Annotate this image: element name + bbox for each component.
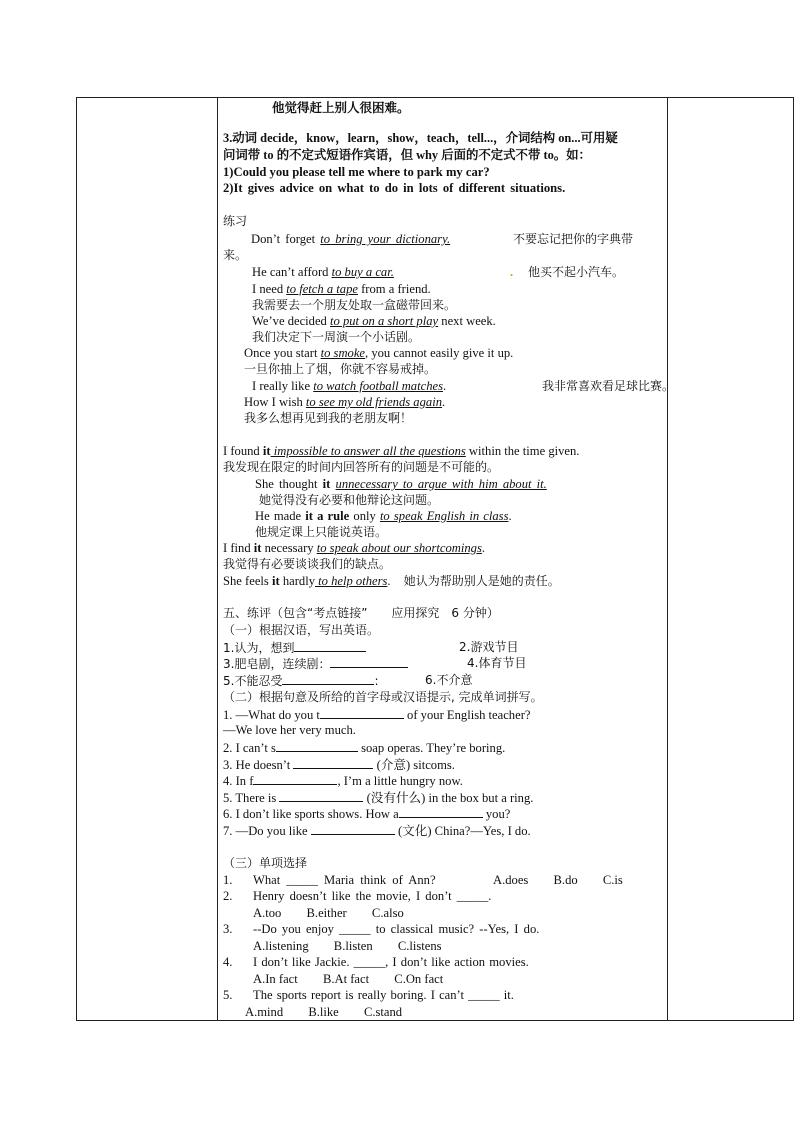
part3-q1 [223, 873, 623, 888]
practice-translation-3: 我需要去一个朋友处取一盒磁带回来。 [252, 298, 457, 312]
sentence-text: I really like [252, 379, 314, 393]
question-text: (没有什么) in the box but a ring. [363, 791, 534, 805]
practice-sentence-1 [251, 232, 634, 247]
question-text: , I’m a little hungry now. [337, 774, 463, 788]
translation: 他买不起小汽车。 [528, 265, 625, 279]
it-sentence-1 [223, 444, 579, 459]
sentence-text: next week. [438, 314, 496, 328]
question-text: soap operas. They’re boring. [357, 741, 506, 755]
question-text: (介意) sitcoms. [373, 758, 455, 772]
practice-sentence-4 [252, 314, 496, 329]
keyword-it: it [271, 574, 280, 588]
answer-blank[interactable] [282, 673, 374, 685]
item-label: 4.体育节目 [467, 656, 527, 670]
sentence-text: from a friend. [357, 282, 431, 296]
part1-row3 [223, 673, 473, 689]
part1-title: （一）根据汉语，写出英语。 [223, 623, 380, 637]
rule-3-example1: 1)Could you please tell me where to park my car? [223, 165, 490, 179]
answer-blank[interactable] [293, 757, 373, 769]
keyword-it: it [262, 444, 271, 458]
answer-underlined: to help others [315, 574, 388, 588]
it-sentence-5 [223, 574, 560, 589]
sentence-text: I found [223, 444, 263, 458]
part3-q2-options: A.too B.either C.also [253, 906, 404, 920]
answer-blank[interactable] [276, 740, 358, 752]
sentence-text: . [442, 379, 447, 393]
answer-underlined: impossible to answer all the questions [270, 444, 466, 458]
sentence-text: I need [252, 282, 287, 296]
mark: . [510, 265, 514, 279]
part3-title: （三）单项选择 [223, 856, 308, 870]
answer-underlined: to watch football matches [313, 379, 443, 393]
sentence-text: . [481, 541, 486, 555]
part2-q2 [223, 740, 505, 756]
translation: 不要忘记把你的字典带 [513, 232, 634, 246]
question-text: you? [482, 807, 511, 821]
part3-q4 [223, 955, 529, 970]
practice-sentence-5 [244, 346, 513, 361]
it-translation-4: 我觉得有必要谈谈我们的缺点。 [223, 557, 392, 571]
answer-blank[interactable] [330, 656, 408, 668]
part3-q3 [223, 922, 540, 937]
question-text: 5. There is [223, 791, 280, 805]
translation: 我非常喜欢看足球比赛。 [542, 379, 675, 393]
answer-underlined: to bring your dictionary. [320, 232, 451, 246]
exercise-heading: 五、练评（包含“考点链接” 应用探究 6 分钟） [223, 606, 499, 620]
item-label: 6.不介意 [425, 673, 473, 687]
sentence-text: She feels [223, 574, 272, 588]
answer-underlined: to fetch a tape [286, 282, 358, 296]
sentence-text: necessary [261, 541, 317, 555]
part1-row1 [223, 640, 519, 656]
sentence-text: He can’t afford [252, 265, 332, 279]
part3-q4-options: A.In fact B.At fact C.On fact [253, 972, 444, 986]
question-text: --Do you enjoy _____ to classical music? --Yes, I do. [253, 922, 540, 936]
answer-blank[interactable] [294, 640, 366, 652]
practice-heading: 练习 [223, 214, 248, 228]
sentence-text: . [442, 395, 446, 409]
question-text: 7. —Do you like [223, 824, 311, 838]
sentence-text: She thought [255, 477, 323, 491]
part3-q5 [223, 988, 514, 1003]
sentence-text: Once you start [244, 346, 321, 360]
question-number: 2. [223, 889, 233, 903]
sentence-text: within the time given. [465, 444, 580, 458]
answer-options: A.does B.do C.is [493, 873, 623, 887]
it-translation-1: 我发现在限定的时间内回答所有的问题是不可能的。 [223, 460, 500, 474]
answer-underlined: to see my old friends again [305, 395, 442, 409]
keyword-it: it a rule [305, 509, 350, 523]
translation: 她认为帮助别人是她的责任。 [403, 574, 560, 588]
question-text: 4. In f [223, 774, 254, 788]
answer-blank[interactable] [279, 790, 363, 802]
question-number: 4. [223, 955, 233, 969]
question-text: The sports report is really boring. I can’t _____ it. [253, 988, 514, 1002]
part2-q4 [223, 773, 463, 789]
sentence-text: . [508, 509, 512, 523]
sentence-text: . [387, 574, 391, 588]
column-divider-left [217, 98, 218, 1020]
question-number: 3. [223, 922, 233, 936]
part2-title: （二）根据句意及所给的首字母或汉语提示, 完成单词拼写。 [223, 690, 543, 704]
part2-q1-reply: —We love her very much. [223, 723, 356, 737]
punctuation: : [374, 674, 379, 688]
it-sentence-2 [255, 477, 547, 492]
part3-q5-options: A.mind B.like C.stand [245, 1005, 403, 1019]
part2-q3 [223, 757, 455, 773]
sentence-text: How I wish [244, 395, 306, 409]
part2-q6 [223, 806, 510, 822]
question-text: 6. I don’t like sports shows. How a [223, 807, 399, 821]
sentence-text: Don’t forget [251, 232, 321, 246]
question-text: 2. I can’t s [223, 741, 276, 755]
question-text: 1. —What do you t [223, 708, 320, 722]
part2-q1 [223, 707, 530, 723]
rule-3-line1: 3.动词 decide，know，learn，show，teach，tell...，介词结构 on...可用疑 [223, 131, 618, 145]
part2-q5 [223, 790, 533, 806]
part1-row2 [223, 656, 527, 672]
sentence-text: We’ve decided [252, 314, 331, 328]
answer-underlined: to speak about our shortcomings [316, 541, 482, 555]
practice-translation-7: 我多么想再见到我的老朋友啊！ [244, 411, 413, 425]
answer-underlined: to speak English in class [379, 509, 509, 523]
sentence-text: hardly [279, 574, 315, 588]
keyword-it: it [322, 477, 331, 491]
sentence-text: I find [223, 541, 254, 555]
answer-underlined: to buy a car. [331, 265, 394, 279]
answer-blank[interactable] [320, 707, 404, 719]
practice-sentence-3 [252, 282, 431, 297]
rule-3-example2: 2)It gives advice on what to do in lots of different situations. [223, 181, 566, 195]
question-text: Henry doesn’t like the movie, I don’t _____. [253, 889, 492, 903]
it-translation-3: 他规定课上只能说英语。 [255, 525, 388, 539]
answer-underlined: unnecessary to argue with him about it. [335, 477, 547, 491]
item-label: 2.游戏节目 [459, 640, 519, 654]
part3-q3-options: A.listening B.listen C.listens [253, 939, 442, 953]
it-sentence-3 [255, 509, 512, 524]
practice-sentence-6 [252, 379, 675, 394]
question-text: I don’t like Jackie. _____, I don’t like action movies. [253, 955, 529, 969]
practice-sentence-1-cont: 来。 [223, 248, 248, 262]
question-text: 3. He doesn’t [223, 758, 294, 772]
top-note: 他觉得赶上别人很困难。 [272, 100, 410, 115]
question-text: (文化) China?—Yes, I do. [394, 824, 531, 838]
practice-translation-4: 我们决定下一周演一个小话剧。 [252, 330, 421, 344]
rule-3-line2: 问词带 to 的不定式短语作宾语，但 why 后面的不定式不带 to。如： [223, 148, 591, 162]
sentence-text: He made [255, 509, 306, 523]
question-text: What _____ Maria think of Ann? [253, 873, 436, 887]
column-divider-right [667, 98, 668, 1020]
question-number: 1. [223, 873, 233, 887]
it-translation-2: 她觉得没有必要和他辩论这问题。 [259, 493, 440, 507]
part2-q7 [223, 823, 531, 839]
question-number: 5. [223, 988, 233, 1002]
it-sentence-4 [223, 541, 485, 556]
answer-underlined: to smoke [320, 346, 366, 360]
question-text: of your English teacher? [403, 708, 531, 722]
answer-blank[interactable] [311, 823, 395, 835]
keyword-it: it [253, 541, 262, 555]
item-label: 3.肥皂剧，连续剧： [223, 657, 331, 671]
answer-underlined: to put on a short play [330, 314, 439, 328]
part3-q2 [223, 889, 492, 904]
item-label: 5.不能忍受 [223, 674, 283, 688]
sentence-text: , you cannot easily give it up. [365, 346, 514, 360]
practice-translation-5: 一旦你抽上了烟，你就不容易戒掉。 [244, 362, 437, 376]
answer-blank[interactable] [253, 773, 337, 785]
item-label: 1.认为，想到 [223, 641, 295, 655]
practice-sentence-7 [244, 395, 445, 410]
practice-sentence-2 [252, 265, 625, 280]
answer-blank[interactable] [399, 806, 483, 818]
sentence-text: only [349, 509, 380, 523]
